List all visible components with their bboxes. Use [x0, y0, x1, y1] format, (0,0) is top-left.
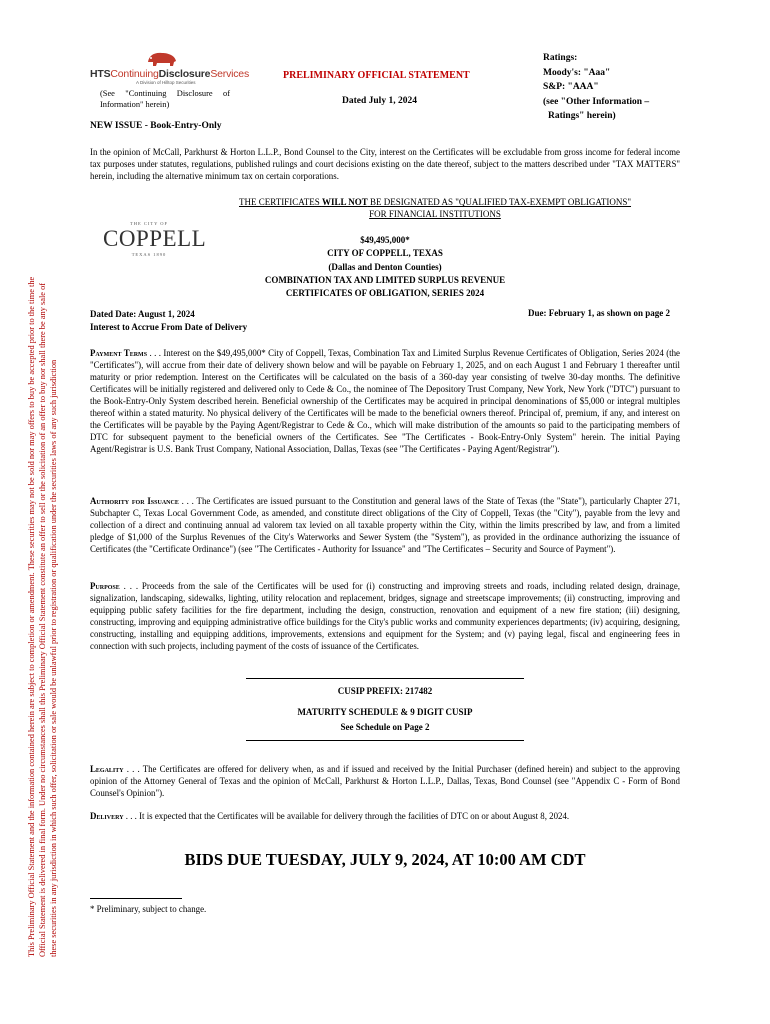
cusip-prefix: CUSIP PREFIX: 217482: [337, 686, 433, 696]
ratings-reference-cont: Ratings" herein): [548, 111, 616, 122]
hts-logo: [90, 50, 250, 85]
notice-line-1: This Preliminary Official Statement and the information contained herein are subject to completion or amendment. These securities may not be sold nor may offers to buy be accepted prior to the time the: [27, 276, 36, 957]
dated-line: Dated July 1, 2024: [342, 96, 417, 106]
notice-line-3: these securities in any jurisdiction in which such offer, solicitation or sale would be unlawful prior to registration or qualification under the securities laws of any such jurisdiction: [49, 359, 59, 957]
delivery-paragraph: Delivery . . . It is expected that the Certificates will be available for delivery through the facilities of DTC on or about August 8, 2024.: [90, 811, 570, 821]
ratings-label: Ratings:: [543, 53, 578, 63]
cusip-top-rule: [246, 678, 524, 679]
issue-city: CITY OF COPPELL, TEXAS: [327, 248, 443, 259]
rating-moodys: Moody's: "Aaa": [543, 67, 611, 78]
issue-series-line-1: COMBINATION TAX AND LIMITED SURPLUS REVENUE: [264, 274, 506, 285]
interest-accrual: Interest to Accrue From Date of Delivery: [90, 322, 248, 332]
purpose-paragraph: Purpose . . . Proceeds from the sale of the Certificates will be used for (i) constructing and improving streets and roads, including related design, drainage, signalization, landscaping, sidewalks, lighting, utility relocation and replacement, bridges, signage and streetscape improvements; (ii) constructing, improving and equipping public safety facilities for the fire department, including the design, construction, renovation and equipment of a new fire station; (iii) designing, constructing, improving and equipping administrative office buildings for the City's public works and community experiences departments; (iv) acquiring, designing, constructing, installing and equipping additions, improvements, extensions and equipment for the System; and (v) paying legal, fiscal and engineering fees in connection with such projects, including payment of the costs of issuance of the Certificates.: [90, 581, 680, 651]
preliminary-footnote: * Preliminary, subject to change.: [90, 904, 207, 914]
maturity-schedule-title: MATURITY SCHEDULE & 9 DIGIT CUSIP: [297, 707, 473, 717]
ratings-block: [543, 51, 649, 124]
payment-terms-paragraph: Payment Terms . . . Interest on the $49,495,000* City of Coppell, Texas, Combination Tax and Limited Surplus Revenue Certificates of Obligation, Series 2024 (the "Certificates"), will accrue from their date of delivery shown below and will be payable on February 1, 2025, and on each August 1 and February 1 thereafter until maturity or prior redemption. Interest on the Certificates will be calculated on the basis of a 360-day year consisting of twelve 30-day months. The definitive Certificates will be initially registered and delivered only to Cede & Co., the nominee of The Depository Trust Company, New York, New York ("DTC") pursuant to the Book-Entry-Only System described herein. Beneficial ownership of the Certificates may be acquired in principal denominations of $5,000 or integral multiples thereof within a stated maturity. No physical delivery of the Certificates will be made to the beneficial owners thereof. Principal of, premium, if any, and interest on the Certificates will be payable by the Paying Agent/Registrar to Cede & Co., which will make distribution of the amounts so paid to the participating members of DTC for subsequent payment to the beneficial owners of the Certificates. See "The Certificates - Book-Entry-Only System" herein. The initial Paying Agent/Registrar is U.S. Bank Trust Company, National Association, Dallas, Texas (see "The Certificates - Paying Agent/Registrar").: [90, 348, 680, 454]
dated-date-block: [90, 308, 247, 334]
legality-paragraph: Legality . . . The Certificates are offered for delivery when, as and if issued and received by the Initial Purchaser (defined herein) and subject to the approving opinion of the Attorney General of Texas and the opinion of McCall, Parkhurst & Horton L.L.P., Dallas, Texas, Bond Counsel (see "Appendix C - Form of Bond Counsel's Opinion").: [90, 764, 680, 798]
rating-sp: S&P: "AAA": [543, 82, 599, 93]
bison-icon: [145, 50, 179, 68]
due-date: Due: February 1, as shown on page 2: [527, 308, 670, 318]
cusip-bottom-rule: [246, 740, 524, 741]
issue-series-line-2: CERTIFICATES OF OBLIGATION, SERIES 2024: [285, 288, 485, 299]
preliminary-notice-sidebar: [26, 37, 60, 957]
city-of-coppell-logo: THE CITY OF COPPELL TEXAS 1890: [103, 221, 207, 257]
dated-date: Dated Date: August 1, 2024: [90, 309, 195, 319]
logo-wordmark: HTSContinuingDisclosureServices: [90, 68, 249, 80]
ratings-reference: (see "Other Information –: [543, 96, 650, 107]
notice-line-2: Official Statement is delivered in final form. Under no circumstances shall this Preliminary Official Statement constitute an offer to sell or the solicitation of an offer to buy nor shall there be any sale of: [38, 282, 48, 957]
authority-paragraph: Authority for Issuance . . . The Certificates are issued pursuant to the Constitution and general laws of the State of Texas (the "State"), particularly Chapter 271, Subchapter C, Texas Local Government Code, as amended, and constitute direct obligations of the City of Coppell, Texas (the "City"), payable from the levy and collection of a direct and continuing annual ad valorem tax levied on all taxable property within the City, within the limits prescribed by law, and from a limited pledge of $1,000 of the Surplus Revenues of the City's Waterworks and Sewer System (the "System"), as provided in the ordinance authorizing the issuance of Certificates (the "Certificate Ordinance") (see "The Certificates - Authority for Issuance" and "The Certificates – Security and Source of Payment").: [90, 496, 681, 554]
logo-note: (See "Continuing Disclosure of Information" herein): [100, 89, 230, 109]
tax-opinion-paragraph: In the opinion of McCall, Parkhurst & Horton L.L.P., Bond Counsel to the City, interest on the Certificates will be excludable from gross income for federal income tax purposes under statutes, regulations, published rulings and court decisions existing on the date thereof, subject to the matters described under "TAX MATTERS" herein, including the alternative minimum tax on certain corporations.: [90, 147, 680, 181]
logo-tagline: A Division of Hilltop Securities: [136, 80, 196, 85]
designation-notice: THE CERTIFICATES WILL NOT BE DESIGNATED AS "QUALIFIED TAX-EXEMPT OBLIGATIONS" FOR FINANCIAL INSTITUTIONS: [238, 197, 632, 219]
issue-counties: (Dallas and Denton Counties): [328, 261, 442, 272]
issue-title-block: [180, 234, 590, 300]
see-schedule-note: See Schedule on Page 2: [340, 722, 430, 732]
new-issue-label: NEW ISSUE - Book-Entry-Only: [90, 121, 222, 131]
issue-amount: $49,495,000*: [360, 235, 410, 245]
document-title: PRELIMINARY OFFICIAL STATEMENT: [283, 70, 470, 81]
bids-due-heading: BIDS DUE TUESDAY, JULY 9, 2024, AT 10:00 AM CDT: [184, 850, 586, 869]
footnote-rule: [90, 898, 182, 899]
